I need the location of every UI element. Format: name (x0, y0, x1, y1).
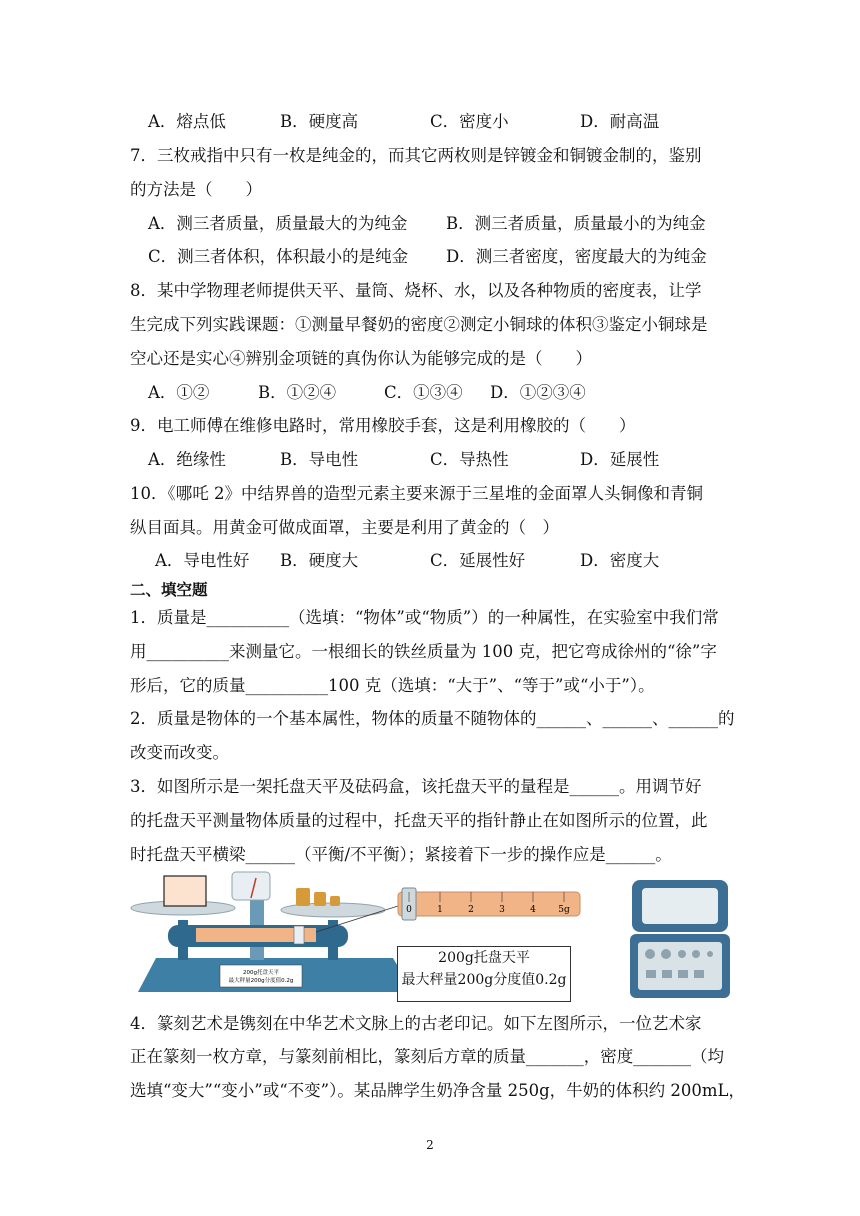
balance-base-label-2: 最大秤量200g分度值0.2g (228, 978, 294, 984)
q7-option-a: A．测三者质量，质量最大的为纯金 (148, 214, 408, 233)
q8-option-b: B．①②④ (258, 383, 337, 402)
q8-stem-line2: 生完成下列实践课题：①测量早餐奶的密度②测定小铜球的体积③鉴定小铜球是 (130, 315, 708, 334)
q10-option-d: D．密度大 (580, 551, 660, 570)
ruler-tick-3: 3 (499, 905, 505, 915)
f4-line3: 选填“变大”“变小”或“不变”）。某品牌学生奶净含量 250g，牛奶的体积约 200mL， (130, 1081, 746, 1100)
f2-line1: 2．质量是物体的一个基本属性，物体的质量不随物体的______、______、______的 (130, 709, 735, 728)
weight-box-lid-inner (642, 888, 718, 924)
q8-stem-line1: 8．某中学物理老师提供天平、量筒、烧杯、水，以及各种物质的密度表，让学 (130, 281, 702, 300)
section-title: 二、填空题 (130, 581, 208, 599)
balance-label-line2: 最大秤量200g分度值0.2g (401, 972, 567, 988)
q8-option-a: A．①② (148, 383, 210, 402)
f1-line1: 1．质量是__________（选填：“物体”或“物质”）的一种属性，在实验室中我们常 (130, 608, 719, 627)
ruler-tick-4: 4 (530, 905, 536, 915)
q6-option-d: D．耐高温 (580, 112, 660, 131)
ruler-tick-1: 1 (437, 905, 443, 915)
f1-line2: 用__________来测量它。一根细长的铁丝质量为 100 克，把它弯成徐州的“徐”字 (130, 642, 717, 661)
object-block (164, 876, 206, 906)
q10-option-a: A．导电性好 (155, 551, 250, 570)
q10-stem-line1: 10．《哪吒 2》中结界兽的造型元素主要来源于三星堆的金面罩人头铜像和青铜 (130, 484, 703, 503)
page-number: 2 (426, 1138, 434, 1152)
q7-option-c: C．测三者体积，体积最小的是纯金 (148, 247, 409, 266)
f3-line2: 的托盘天平测量物体质量的过程中，托盘天平的指针静止在如图所示的位置，此 (130, 811, 708, 830)
q7-option-d: D．测三者密度，密度最大的为纯金 (446, 247, 707, 266)
ruler-tick-0: 0 (406, 905, 412, 915)
f3-line3: 时托盘天平横梁______（平衡/不平衡）；紧接着下一步的操作应是______。 (130, 845, 672, 864)
q6-option-b: B．硬度高 (280, 112, 359, 131)
f1-line3: 形后，它的质量__________100 克（选填：“大于”、“等于”或“小于”）。 (130, 676, 655, 695)
beam-rider (294, 926, 304, 944)
q7-stem-line1: 7．三枚戒指中只有一枚是纯金的，而其它两枚则是锌镀金和铜镀金制的，鉴别 (130, 146, 702, 165)
weight-3 (330, 896, 340, 906)
ruler-tick-2: 2 (468, 905, 474, 915)
q7-option-b: B．测三者质量，质量最小的为纯金 (446, 214, 706, 233)
balance-label-box (397, 946, 571, 1002)
weight-1 (296, 888, 310, 906)
q7-stem-line2: 的方法是（ ） (130, 180, 262, 199)
q10-option-b: B．硬度大 (280, 551, 359, 570)
weight-2 (314, 892, 326, 906)
f2-line2: 改变而改变。 (130, 743, 229, 762)
big-ruler (398, 892, 580, 916)
q10-stem-line2: 纵目面具。用黄金可做成面罩，主要是利用了黄金的（ ） (130, 518, 559, 537)
q10-option-c: C．延展性好 (430, 551, 526, 570)
f3-line1: 3．如图所示是一架托盘天平及砝码盒，该托盘天平的量程是______。用调节好 (130, 777, 702, 796)
q9-option-b: B．导电性 (280, 450, 359, 469)
weight-box-figure (628, 878, 732, 1002)
q9-stem-line1: 9．电工师傅在维修电路时，常用橡胶手套，这是利用橡胶的（ ） (130, 416, 636, 435)
f4-line2: 正在篆刻一枚方章，与篆刻前相比，篆刻后方章的质量_______，密度_______（均 (130, 1047, 724, 1066)
ruler-tick-5: 5g (558, 905, 570, 915)
balance-label-line1: 200g托盘天平 (438, 950, 530, 966)
q8-option-c: C．①③④ (384, 383, 463, 402)
q6-option-a: A．熔点低 (148, 112, 226, 131)
q8-option-d: D．①②③④ (490, 383, 586, 402)
q9-option-d: D．延展性 (580, 450, 660, 469)
q9-option-c: C．导热性 (430, 450, 509, 469)
q8-stem-line3: 空心还是实心④辨别金项链的真伪你认为能够完成的是（ ） (130, 349, 592, 368)
f4-line1: 4．篆刻艺术是镌刻在中华艺术文脉上的古老印记。如下左图所示，一位艺术家 (130, 1014, 702, 1033)
q9-option-a: A．绝缘性 (148, 450, 226, 469)
q6-option-c: C．密度小 (430, 112, 509, 131)
balance-base-label-1: 200g托盘天平 (243, 970, 279, 976)
